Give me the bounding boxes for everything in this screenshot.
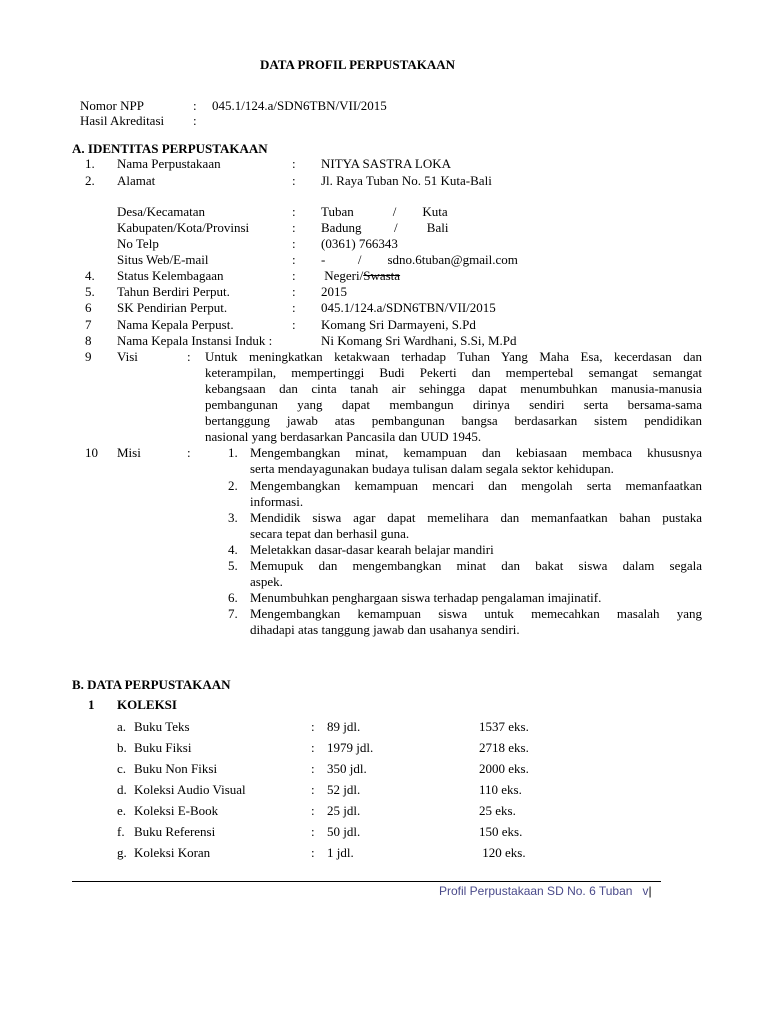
row-label: Nama Kepala Instansi Induk : [117, 333, 273, 348]
misi-no: 10 [85, 445, 98, 460]
koleksi-label: Koleksi Koran [134, 845, 211, 860]
visi-line: bertanggung jawab atas pembangunan bangsa berdasarkan sistem pendidikan [205, 413, 702, 428]
koleksi-label: Koleksi E-Book [134, 803, 219, 818]
page-footer [439, 884, 652, 898]
row-sep: : [292, 204, 296, 219]
row-no: 5. [85, 284, 95, 299]
koleksi-judul: 1 jdl. [327, 845, 354, 860]
koleksi-eks: 1537 eks. [479, 719, 529, 734]
akreditasi-sep: : [193, 113, 197, 128]
visi-line: kebangsaan dan cinta tanah air sehingga dapat menumbuhkan manusia-manusia [205, 381, 702, 396]
misi-item-line: Meletakkan dasar-dasar kearah belajar mandiri [250, 542, 494, 557]
koleksi-sep: : [311, 845, 315, 860]
row-value: Komang Sri Darmayeni, S.Pd [321, 317, 476, 332]
misi-item-line: serta mendayagunakan budaya tulisan dalam segala sektor kehidupan. [250, 461, 614, 476]
koleksi-sep: : [311, 782, 315, 797]
visi-line: nasional yang berdasarkan Pancasila dan UUD 1945. [205, 429, 482, 444]
koleksi-no: 1 [88, 697, 95, 712]
koleksi-label: Buku Fiksi [134, 740, 192, 755]
row-value: Tuban / Kuta [321, 204, 448, 219]
misi-item-line: aspek. [250, 574, 283, 589]
row-no: 8 [85, 333, 92, 348]
row-value: Badung / Bali [321, 220, 449, 235]
row-label: Alamat [117, 173, 156, 188]
row-value: 2015 [321, 284, 347, 299]
koleksi-label: Buku Non Fiksi [134, 761, 218, 776]
row-label: Desa/Kecamatan [117, 204, 206, 219]
row-no: 6 [85, 300, 92, 315]
row-label: Nama Kepala Perpust. [117, 317, 234, 332]
row-label: Kabupaten/Kota/Provinsi [117, 220, 250, 235]
row-sep: : [292, 173, 296, 188]
visi-line: Untuk meningkatkan ketakwaan terhadap Tuhan Yang Maha Esa, kecerdasan dan [205, 349, 702, 364]
koleksi-judul: 52 jdl. [327, 782, 361, 797]
misi-item-line: dihadapi atas tanggung jawab dan usahanya sendiri. [250, 622, 520, 637]
koleksi-sep: : [311, 824, 315, 839]
koleksi-judul: 50 jdl. [327, 824, 361, 839]
row-sep: : [292, 236, 296, 251]
koleksi-eks: 2000 eks. [479, 761, 529, 776]
koleksi-letter: d. [117, 782, 127, 797]
row-label: Tahun Berdiri Perput. [117, 284, 230, 299]
section-a-heading: A. IDENTITAS PERPUSTAKAAN [72, 141, 268, 156]
koleksi-letter: g. [117, 845, 127, 860]
koleksi-eks: 2718 eks. [479, 740, 529, 755]
misi-item-no: 4. [228, 542, 238, 557]
misi-item-line: informasi. [250, 494, 304, 509]
footer-page-number: v [642, 884, 649, 898]
visi-label: Visi [117, 349, 138, 364]
misi-item-no: 1. [228, 445, 238, 460]
koleksi-letter: b. [117, 740, 127, 755]
page-title: DATA PROFIL PERPUSTAKAAN [260, 57, 456, 72]
footer-bar: | [648, 884, 652, 898]
row-sep: : [292, 252, 296, 267]
row-value [321, 268, 400, 284]
row-value: (0361) 766343 [321, 236, 398, 251]
koleksi-label: Buku Referensi [134, 824, 216, 839]
row-value: - / sdno.6tuban@gmail.com [321, 252, 518, 267]
visi-no: 9 [85, 349, 92, 364]
footer-text: Profil Perpustakaan SD No. 6 Tuban [439, 884, 633, 898]
misi-item-no: 5. [228, 558, 238, 573]
koleksi-judul: 25 jdl. [327, 803, 361, 818]
koleksi-judul: 350 jdl. [327, 761, 367, 776]
koleksi-judul: 89 jdl. [327, 719, 361, 734]
koleksi-letter: c. [117, 761, 127, 776]
koleksi-label: Koleksi Audio Visual [134, 782, 246, 797]
row-sep: : [292, 317, 296, 332]
misi-label: Misi [117, 445, 141, 460]
row-value: NITYA SASTRA LOKA [321, 156, 452, 171]
koleksi-letter: a. [117, 719, 127, 734]
misi-item-line: Menumbuhkan penghargaan siswa terhadap pengalaman imajinatif. [250, 590, 602, 605]
row-no: 7 [85, 317, 92, 332]
row-label: Status Kelembagaan [117, 268, 224, 283]
akreditasi-label: Hasil Akreditasi [80, 113, 165, 128]
koleksi-sep: : [311, 740, 315, 755]
koleksi-eks: 120 eks. [479, 845, 526, 860]
koleksi-eks: 150 eks. [479, 824, 523, 839]
row-sep: : [292, 220, 296, 235]
koleksi-judul: 1979 jdl. [327, 740, 374, 755]
misi-item-line: secara tepat dan berhasil guna. [250, 526, 410, 541]
koleksi-letter: e. [117, 803, 127, 818]
visi-sep: : [187, 349, 191, 364]
row-value: Ni Komang Sri Wardhani, S.Si, M.Pd [321, 333, 517, 348]
visi-line: pembangunan yang dapat membangun dirinya sendiri serta bersama-sama [205, 397, 702, 412]
row-label: Situs Web/E-mail [117, 252, 209, 267]
row-sep: : [292, 156, 296, 171]
npp-label: Nomor NPP [80, 98, 144, 113]
koleksi-sep: : [311, 761, 315, 776]
misi-item-no: 7. [228, 606, 238, 621]
status-swasta: Swasta [363, 268, 401, 283]
npp-value: 045.1/124.a/SDN6TBN/VII/2015 [212, 98, 387, 113]
row-label: Nama Perpustakaan [117, 156, 221, 171]
visi-line: keterampilan, mempertinggi Budi Pekerti dan mempertebal semangat semangat [205, 365, 702, 380]
row-sep: : [292, 268, 296, 283]
misi-item-no: 3. [228, 510, 238, 525]
koleksi-letter: f. [117, 824, 125, 839]
misi-item-line: Memupuk dan mengembangkan minat dan bakat siswa dalam segala [250, 558, 702, 573]
status-negeri: Negeri/ [321, 268, 364, 283]
koleksi-eks: 25 eks. [479, 803, 516, 818]
koleksi-sep: : [311, 719, 315, 734]
row-value: Jl. Raya Tuban No. 51 Kuta-Bali [321, 173, 492, 188]
misi-item-line: Mengembangkan kemampuan siswa untuk memecahkan masalah yang [250, 606, 702, 621]
section-b-heading: B. DATA PERPUSTAKAAN [72, 677, 231, 692]
row-no: 1. [85, 156, 95, 171]
npp-sep: : [193, 98, 197, 113]
row-no: 4. [85, 268, 95, 283]
row-sep: : [292, 300, 296, 315]
koleksi-label: Buku Teks [134, 719, 190, 734]
misi-item-no: 2. [228, 478, 238, 493]
row-no: 2. [85, 173, 95, 188]
row-label: SK Pendirian Perput. [117, 300, 228, 315]
row-sep: : [292, 284, 296, 299]
row-label: No Telp [117, 236, 159, 251]
koleksi-eks: 110 eks. [479, 782, 522, 797]
misi-sep: : [187, 445, 191, 460]
misi-item-no: 6. [228, 590, 238, 605]
misi-item-line: Mengembangkan kemampuan mencari dan mengolah serta memanfaatkan [250, 478, 702, 493]
koleksi-heading: KOLEKSI [117, 697, 177, 712]
footer-divider [72, 881, 661, 882]
misi-item-line: Mengembangkan minat, kemampuan dan kebiasaan membaca khususnya [250, 445, 702, 460]
row-value: 045.1/124.a/SDN6TBN/VII/2015 [321, 300, 496, 315]
misi-item-line: Mendidik siswa agar dapat memelihara dan memanfaatkan bahan pustaka [250, 510, 702, 525]
koleksi-sep: : [311, 803, 315, 818]
